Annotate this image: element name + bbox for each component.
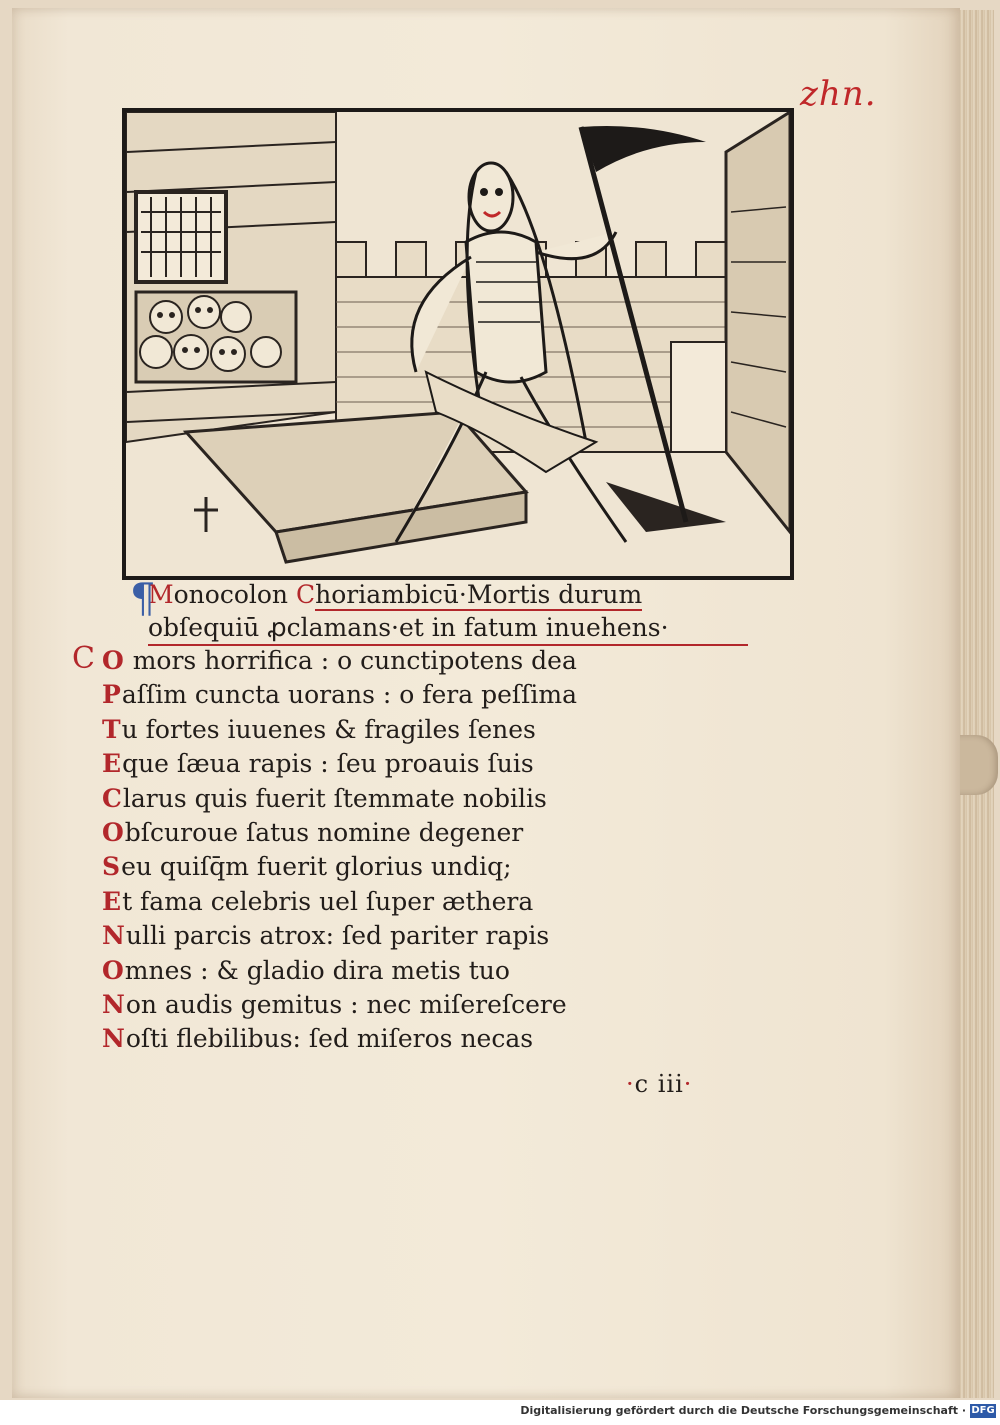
chapter-mark: C xyxy=(72,641,95,676)
dfg-logo: DFG xyxy=(971,1405,995,1416)
verse-line xyxy=(102,850,662,884)
pilcrow-mark: ¶ xyxy=(130,576,156,622)
caption-line-2: obſequiū ꝓclamans·et in fatum inuehens· xyxy=(148,611,748,646)
verse-text: larus quis fuerit ſtemmate nobilis xyxy=(122,783,547,813)
verse-initial: E xyxy=(102,886,122,916)
verse-text: que ſæua rapis : ſeu proauis ſuis xyxy=(122,749,534,779)
manuscript-folio-number: zhn. xyxy=(800,74,877,114)
verse-text: oſti flebilibus: ſed miſeros necas xyxy=(125,1024,534,1054)
verse-initial: E xyxy=(102,749,122,779)
digitization-footer xyxy=(0,1400,1000,1425)
verse-text: mnes : & gladio dira metis tuo xyxy=(124,955,510,985)
verse-line xyxy=(102,782,662,816)
verse-initial: O xyxy=(102,646,124,675)
verse-text: aſſim cuncta uorans : o fera peſſima xyxy=(121,680,577,710)
signature-dot-right: · xyxy=(683,1070,693,1098)
verse-initial: T xyxy=(102,714,121,744)
verse-text: t fama celebris uel ſuper æthera xyxy=(122,886,534,916)
verse-block xyxy=(72,641,662,1057)
verse-line xyxy=(102,644,662,678)
verse-text: ulli parcis atrox: ſed pariter rapis xyxy=(125,921,550,951)
verse-line xyxy=(102,919,662,953)
verse-line xyxy=(102,988,662,1022)
caption-initial: M xyxy=(148,580,174,609)
verse-text: on audis gemitus : nec miſereſcere xyxy=(125,990,567,1020)
verse-line xyxy=(102,885,662,919)
verse-line xyxy=(102,747,662,781)
verse-initial: O xyxy=(102,818,124,848)
caption-text-a: onocolon xyxy=(173,580,296,609)
footer-credit: Digitalisierung gefördert durch die Deutsche Forschungsgemeinschaft · xyxy=(520,1404,966,1417)
verse-text: eu quiſq̄m fuerit glorius undiq; xyxy=(121,852,512,882)
verse-line xyxy=(102,954,662,988)
caption-initial-2: C xyxy=(295,580,316,609)
verse-initial: C xyxy=(102,783,122,813)
caption-text-b: horiambicū·Mortis durum xyxy=(315,580,643,609)
woodcut-illustration xyxy=(122,108,794,580)
signature-dot-left: · xyxy=(626,1070,635,1098)
signature-text: c iii xyxy=(634,1070,684,1098)
verse-initial: O xyxy=(102,955,124,985)
verse-text: u fortes iuuenes & fragiles ſenes xyxy=(121,714,536,744)
verse-text: bſcuroue ſatus nomine degener xyxy=(124,818,524,848)
verse-line xyxy=(102,1022,662,1056)
verse-initial: N xyxy=(102,921,125,951)
printer-signature xyxy=(626,1070,692,1098)
verse-initial: N xyxy=(102,990,125,1020)
woodcut-death-image xyxy=(126,112,790,576)
woodcut-caption xyxy=(130,576,748,646)
verse-text: mors horrifica : o cunctipotens dea xyxy=(124,646,577,675)
verse-initial: P xyxy=(102,680,121,710)
verse-initial: N xyxy=(102,1024,125,1054)
verse-initial: S xyxy=(102,852,121,882)
page-edge xyxy=(960,10,994,1398)
verse-line xyxy=(102,678,662,712)
verse-line xyxy=(102,816,662,850)
verse-line xyxy=(102,713,662,747)
caption-line-1 xyxy=(148,578,748,611)
